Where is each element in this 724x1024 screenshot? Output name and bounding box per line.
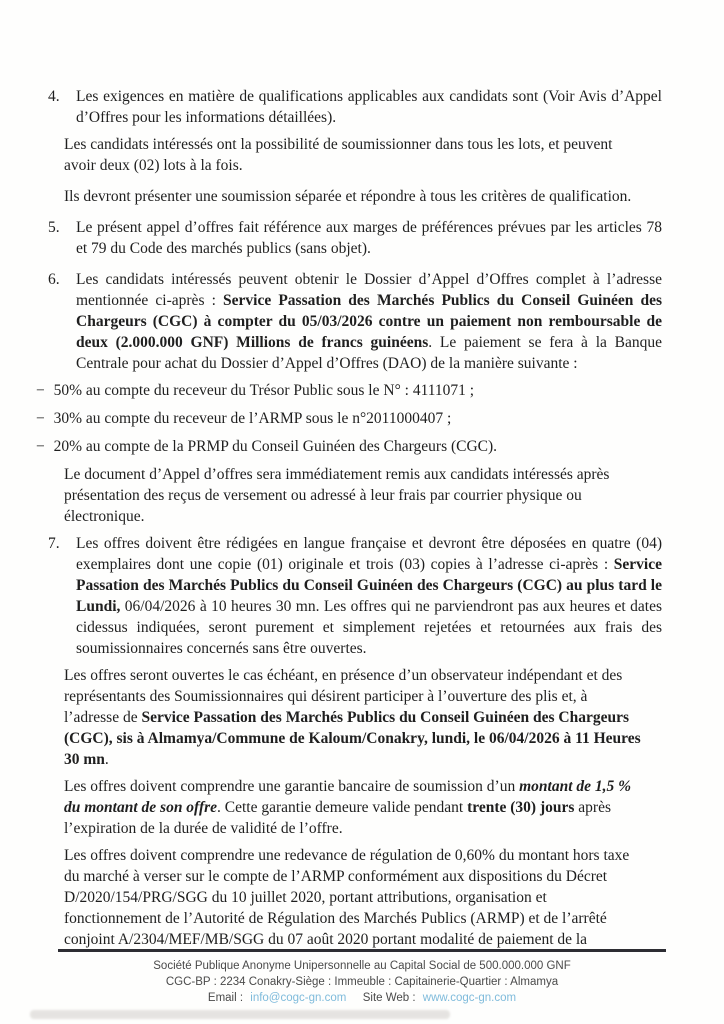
footer-address-line: CGC-BP : 2234 Conakry-Siège : Immeuble : Capitainerie-Quartier : Almamya <box>165 976 559 988</box>
footer-rule <box>58 949 666 952</box>
footer-contact-line <box>0 990 724 1006</box>
paragraph <box>64 845 642 950</box>
numbered-item <box>48 269 662 374</box>
dash-item <box>36 380 662 401</box>
item-number: 6. <box>48 271 60 288</box>
numbered-item <box>48 86 662 128</box>
item-text: Les exigences en matière de qualifications applicables aux candidats sont (Voir Avis d’Appel d’Offres pour les informations détaillées). <box>76 88 662 126</box>
numbered-item <box>48 533 662 659</box>
page-footer <box>0 949 724 1006</box>
dash-item <box>36 408 662 429</box>
footer-company-line: Société Publique Anonyme Unipersonnelle au Capital Social de 500.000.000 GNF <box>153 960 571 972</box>
numbered-item <box>48 217 662 259</box>
item-number: 4. <box>48 88 60 105</box>
footer-email-label: Email : <box>207 992 244 1004</box>
item-text: − 50% au compte du receveur du Trésor Public sous le N° : 4111071 ; <box>36 382 475 399</box>
item-text: Ils devront présenter une soumission séparée et répondre à tous les critères de qualification. <box>64 188 632 205</box>
item-number: 5. <box>48 219 60 236</box>
scan-edge-shadow <box>30 1010 450 1019</box>
item-text: − 20% au compte de la PRMP du Conseil Guinéen des Chargeurs (CGC). <box>36 438 498 455</box>
item-number: 7. <box>48 535 60 552</box>
paragraph <box>64 464 642 527</box>
dash-bullet: − <box>36 438 49 455</box>
item-text: Les candidats intéressés peuvent obtenir le Dossier d’Appel d’Offres complet à l’adresse mentionnée ci-après : Service Passation des Marchés Publics du Conseil Guinéen des Chargeurs (CGC) à compter du 05/03/2026 contre un paiement non remboursable de deux (2.000.000 GNF) Millions de francs guinéens. Le paiement se fera à la Banque Centrale pour achat du Dossier d’Appel d’Offres (DAO) de la manière suivante : <box>76 271 662 372</box>
item-text: Les offres doivent comprendre une redevance de régulation de 0,60% du montant hors taxe du marché à verser sur le compte de l’ARMP conformément aux dispositions du Décret D/2020/154/PRG/SGG du 10 juillet 2020, portant attributions, organisation et fonctionnement de l’Autorité de Régulation des Marchés Publics (ARMP) et de l’arrêté conjoint A/2304/MEF/MB/SGG du 07 août 2020 portant modalité de paiement de la <box>64 847 630 948</box>
footer-website-link: www.cogc-gn.com <box>422 992 517 1004</box>
footer-web-label: Site Web : <box>362 992 416 1004</box>
item-text: Les candidats intéressés ont la possibilité de soumissionner dans tous les lots, et peuvent avoir deux (02) lots à la fois. <box>64 136 613 174</box>
dash-bullet: − <box>36 382 49 399</box>
paragraph <box>64 134 642 176</box>
item-text: Les offres seront ouvertes le cas échéant, en présence d’un observateur indépendant et des représentants des Soumissionnaires qui désirent participer à l’ouverture des plis et, à l’adresse de Service Passation des Marchés Publics du Conseil Guinéen des Chargeurs (CGC), sis à Almamya/Commune de Kaloum/Conakry, lundi, le 06/04/2026 à 11 Heures 30 mn. <box>64 667 641 768</box>
footer-email-link: info@cogc-gn.com <box>250 992 347 1004</box>
item-text: Le document d’Appel d’offres sera immédiatement remis aux candidats intéressés après présentation des reçus de versement ou adressé à leur frais par courrier physique ou électronique. <box>64 466 610 525</box>
dash-item <box>36 436 662 457</box>
document-blocks <box>0 86 662 956</box>
paragraph <box>64 665 642 770</box>
item-text: − 30% au compte du receveur de l’ARMP sous le n°2011000407 ; <box>36 410 452 427</box>
dash-bullet: − <box>36 410 49 427</box>
paragraph <box>64 776 642 839</box>
item-text: Les offres doivent être rédigées en langue française et devront être déposées en quatre (04) exemplaires dont une copie (01) originale et trois (03) copies à l’adresse ci-après : Service Passation des Marchés Publics du Conseil Guinéen des Chargeurs (CGC) au plus tard le Lundi, 06/04/2026 à 10 heures 30 mn. Les offres qui ne parviendront pas aux heures et dates cidessus indiquées, seront purement et simplement rejetées et retournées aux frais des soumissionnaires concernés sans être ouvertes. <box>76 535 662 657</box>
item-text: Les offres doivent comprendre une garantie bancaire de soumission d’un montant de 1,5 % du montant de son offre. Cette garantie demeure valide pendant trente (30) jours après l’expiration de la durée de validité de l’offre. <box>64 778 632 837</box>
item-text: Le présent appel d’offres fait référence aux marges de préférences prévues par les articles 78 et 79 du Code des marchés publics (sans objet). <box>76 219 662 257</box>
paragraph <box>64 186 642 207</box>
